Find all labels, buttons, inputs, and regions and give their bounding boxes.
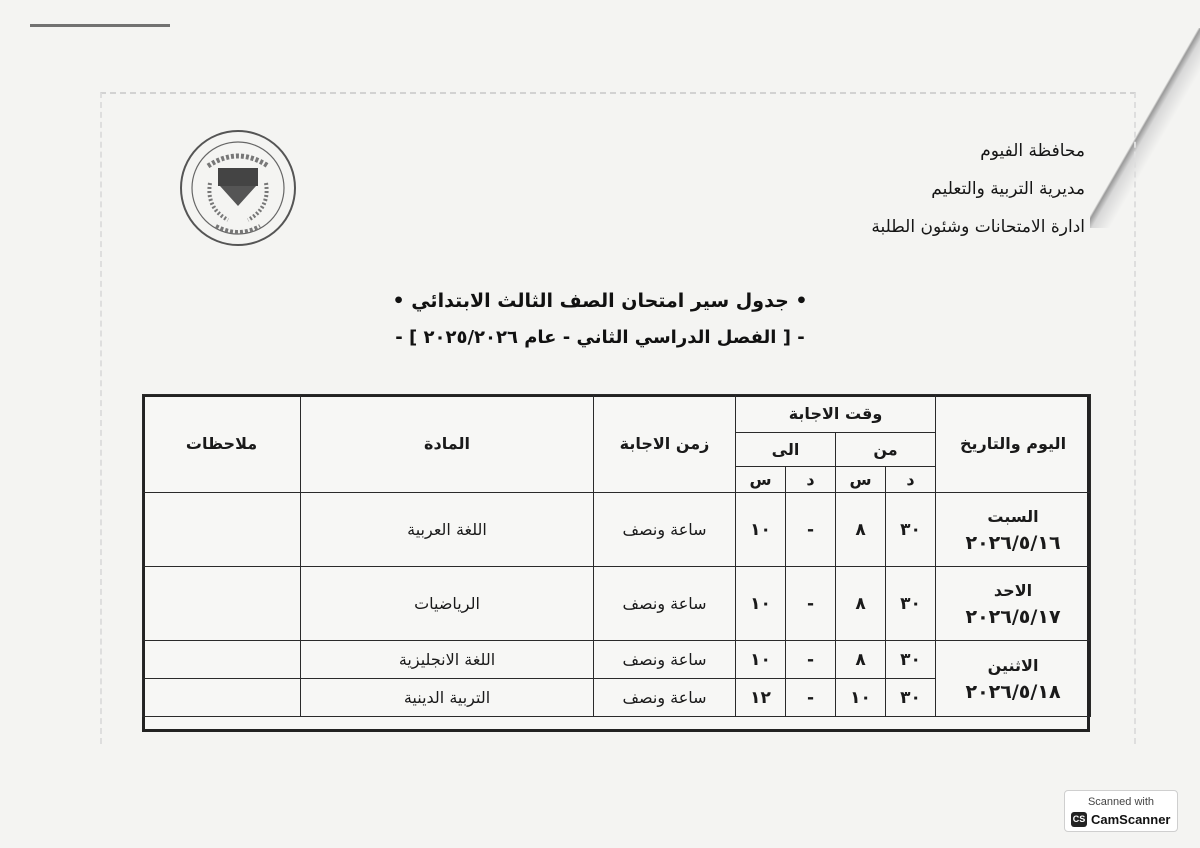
from-minute: ٣٠	[886, 493, 936, 567]
table-row	[143, 641, 1091, 679]
to-minute: -	[786, 493, 836, 567]
day-name: السبت	[987, 506, 1039, 526]
to-minute: -	[786, 641, 836, 679]
header-subject: المادة	[301, 395, 594, 493]
from-hour: ٨	[836, 567, 886, 641]
governorate-line: محافظة الفيوم	[980, 141, 1085, 161]
unit-minute: د	[886, 467, 936, 493]
camscanner-logo-icon: CS	[1071, 812, 1087, 827]
day-name: الاحد	[993, 580, 1033, 600]
directorate-seal-icon	[178, 128, 298, 248]
notes-cell	[143, 567, 301, 641]
day-date-cell	[936, 641, 1091, 717]
exam-date: ٢٠٢٦/٥/١٨	[965, 680, 1061, 703]
subject-cell: اللغة العربية	[301, 493, 594, 567]
unit-hour: س	[736, 467, 786, 493]
day-date-cell	[936, 493, 1091, 567]
directorate-line: مديرية التربية والتعليم	[931, 179, 1085, 199]
page-title: • جدول سير امتحان الصف الثالث الابتدائي •	[392, 290, 808, 312]
header-duration: زمن الاجابة	[594, 395, 736, 493]
notes-cell	[143, 493, 301, 567]
watermark-brand: CamScanner	[1091, 812, 1171, 827]
from-hour: ٨	[836, 493, 886, 567]
duration-cell: ساعة ونصف	[594, 493, 736, 567]
department-line: ادارة الامتحانات وشئون الطلبة	[871, 217, 1085, 237]
day-date-cell	[936, 567, 1091, 641]
from-hour: ٨	[836, 641, 886, 679]
notes-cell	[143, 641, 301, 679]
header-from: من	[836, 433, 936, 467]
to-hour: ١٢	[736, 679, 786, 717]
duration-cell: ساعة ونصف	[594, 567, 736, 641]
from-minute: ٣٠	[886, 641, 936, 679]
issuer-header	[665, 132, 1085, 246]
table-row	[143, 567, 1091, 641]
from-hour: ١٠	[836, 679, 886, 717]
duration-cell: ساعة ونصف	[594, 641, 736, 679]
header-to: الى	[736, 433, 836, 467]
page-subtitle: - [ الفصل الدراسي الثاني - عام ٢٠٢٥/٢٠٢٦ ] -	[395, 327, 805, 348]
duration-cell: ساعة ونصف	[594, 679, 736, 717]
subject-cell: الرياضيات	[301, 567, 594, 641]
watermark-caption: Scanned with	[1087, 796, 1155, 808]
subject-cell: اللغة الانجليزية	[301, 641, 594, 679]
unit-hour: س	[836, 467, 886, 493]
exam-date: ٢٠٢٦/٥/١٦	[965, 531, 1061, 554]
to-minute: -	[786, 679, 836, 717]
day-name: الاثنين	[987, 655, 1039, 675]
subject-cell: التربية الدينية	[301, 679, 594, 717]
exam-schedule-table	[142, 394, 1091, 717]
notes-cell	[143, 679, 301, 717]
to-hour: ١٠	[736, 641, 786, 679]
to-hour: ١٠	[736, 493, 786, 567]
table-row	[143, 493, 1091, 567]
header-day-date: اليوم والتاريخ	[936, 395, 1091, 493]
header-row	[143, 395, 1091, 433]
from-minute: ٣٠	[886, 679, 936, 717]
to-minute: -	[786, 567, 836, 641]
from-minute: ٣٠	[886, 567, 936, 641]
scan-edge	[30, 24, 170, 27]
camscanner-watermark	[1064, 790, 1178, 832]
header-notes: ملاحظات	[143, 395, 301, 493]
to-hour: ١٠	[736, 567, 786, 641]
exam-date: ٢٠٢٦/٥/١٧	[965, 605, 1061, 628]
header-answer-time: وقت الاجابة	[736, 395, 936, 433]
unit-minute: د	[786, 467, 836, 493]
